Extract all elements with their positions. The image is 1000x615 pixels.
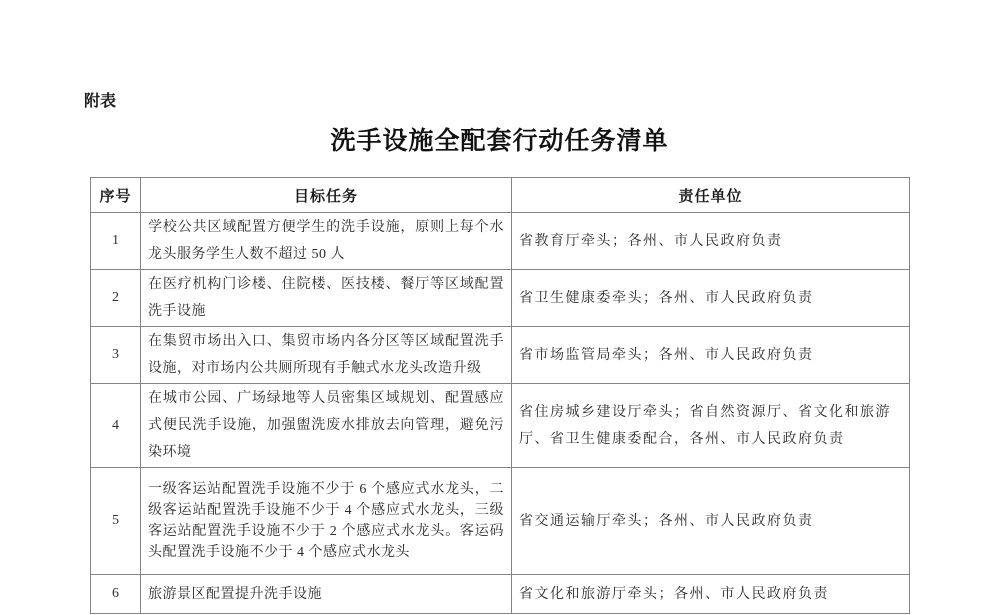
table-row: [91, 468, 910, 575]
unit-cell: 省市场监管局牵头；各州、市人民政府负责: [512, 327, 910, 384]
task-cell: 一级客运站配置洗手设施不少于 6 个感应式水龙头，二级客运站配置洗手设施不少于 4 个感应式水龙头，三级客运站配置洗手设施不少于 2 个感应式水龙头。客运码头配置洗手设施不少于 4 个感应式水龙头: [141, 468, 512, 575]
row-number-cell: 6: [91, 575, 141, 614]
page-title: 洗手设施全配套行动任务清单: [330, 128, 669, 155]
table-row: [91, 270, 910, 327]
task-cell: 在集贸市场出入口、集贸市场内各分区等区域配置洗手设施，对市场内公共厕所现有手触式水龙头改造升级: [141, 327, 512, 384]
row-number-cell: 3: [91, 327, 141, 384]
table-header-row: [91, 178, 910, 213]
table-row: [91, 384, 910, 468]
row-number-cell: 2: [91, 270, 141, 327]
unit-cell: 省住房城乡建设厅牵头；省自然资源厅、省文化和旅游厅、省卫生健康委配合，各州、市人民政府负责: [512, 384, 910, 468]
unit-cell: 省卫生健康委牵头；各州、市人民政府负责: [512, 270, 910, 327]
table-row: [91, 327, 910, 384]
task-cell: 在医疗机构门诊楼、住院楼、医技楼、餐厅等区域配置洗手设施: [141, 270, 512, 327]
task-table: [90, 177, 910, 614]
appendix-label: 附表: [84, 93, 117, 110]
row-number-cell: 1: [91, 213, 141, 270]
unit-cell: 省交通运输厅牵头；各州、市人民政府负责: [512, 468, 910, 575]
table-row: [91, 213, 910, 270]
task-cell: 旅游景区配置提升洗手设施: [141, 575, 512, 614]
task-cell: 在城市公园、广场绿地等人员密集区域规划、配置感应式便民洗手设施，加强盥洗废水排放去向管理，避免污染环境: [141, 384, 512, 468]
task-cell: 学校公共区域配置方便学生的洗手设施，原则上每个水龙头服务学生人数不超过 50 人: [141, 213, 512, 270]
column-header-unit: 责任单位: [512, 178, 910, 213]
table-row: [91, 575, 910, 614]
row-number-cell: 5: [91, 468, 141, 575]
unit-cell: 省文化和旅游厅牵头；各州、市人民政府负责: [512, 575, 910, 614]
unit-cell: 省教育厅牵头；各州、市人民政府负责: [512, 213, 910, 270]
column-header-serial: 序号: [91, 178, 141, 213]
row-number-cell: 4: [91, 384, 141, 468]
column-header-task: 目标任务: [141, 178, 512, 213]
